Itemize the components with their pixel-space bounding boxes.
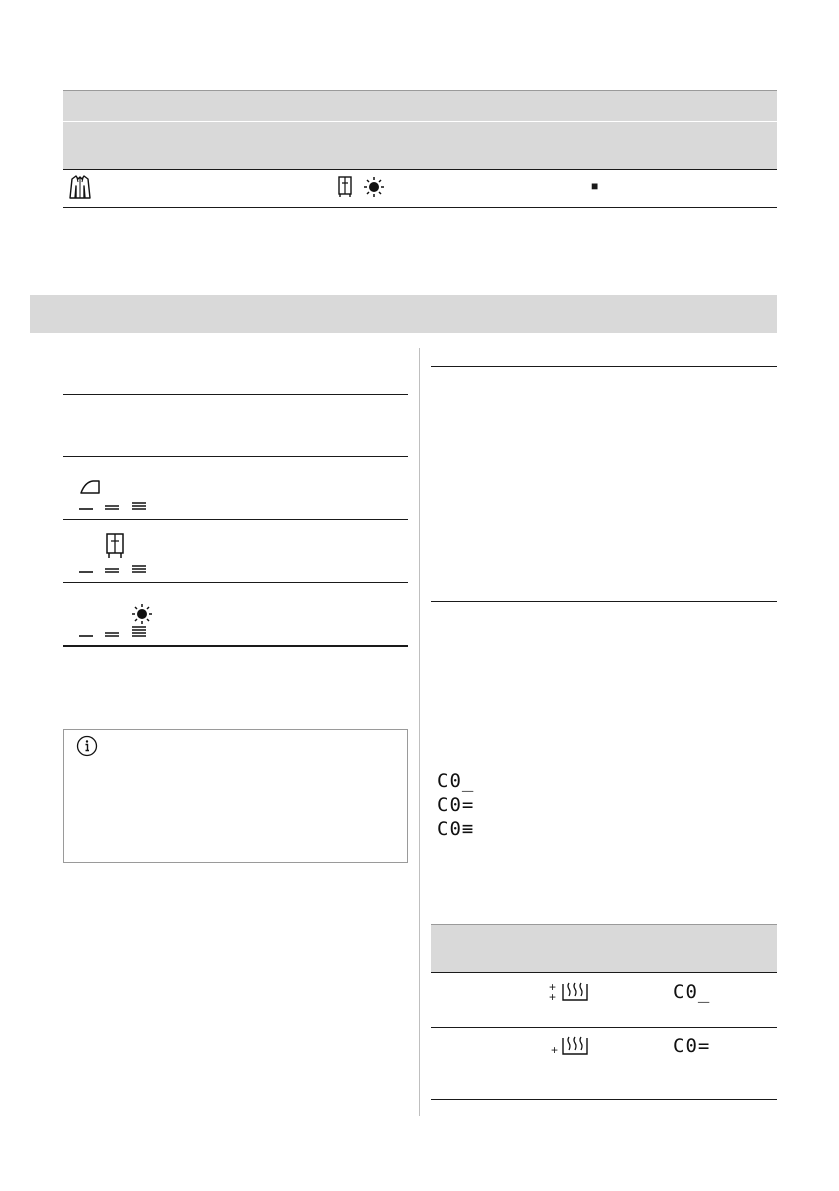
display-code: C0= [437,794,475,816]
sun-icon [363,176,385,198]
heat-icon [562,1034,588,1056]
info-icon [76,735,98,757]
info-box [63,729,408,863]
display-code: C0_ [673,981,711,1003]
display-code: C0≡ [437,818,475,840]
cupboard-icon [106,533,124,559]
column-divider [419,348,420,1116]
top-table-header-row [63,91,777,121]
jacket-icon [68,174,92,200]
display-code: C0_ [437,770,475,792]
cupboard-icon [338,176,352,198]
sun-icon [131,603,153,625]
heat-level-plus: + [551,1043,559,1057]
section-banner [30,295,777,333]
left-table [63,394,408,648]
level-indicator-row-3 [79,624,159,638]
level-indicator-row-1 [79,497,159,511]
display-code: C0= [673,1035,711,1057]
right-table-header [431,925,777,972]
iron-icon [79,479,101,495]
level-indicator-row-2 [79,560,159,574]
display-code-list [437,772,474,838]
stop-marker: ■ [591,179,599,193]
top-table [63,90,777,208]
heat-level-plus: ++ [549,980,557,1004]
top-table-subheader-row [63,122,777,169]
right-table [431,924,777,1100]
heat-icon [562,980,588,1002]
